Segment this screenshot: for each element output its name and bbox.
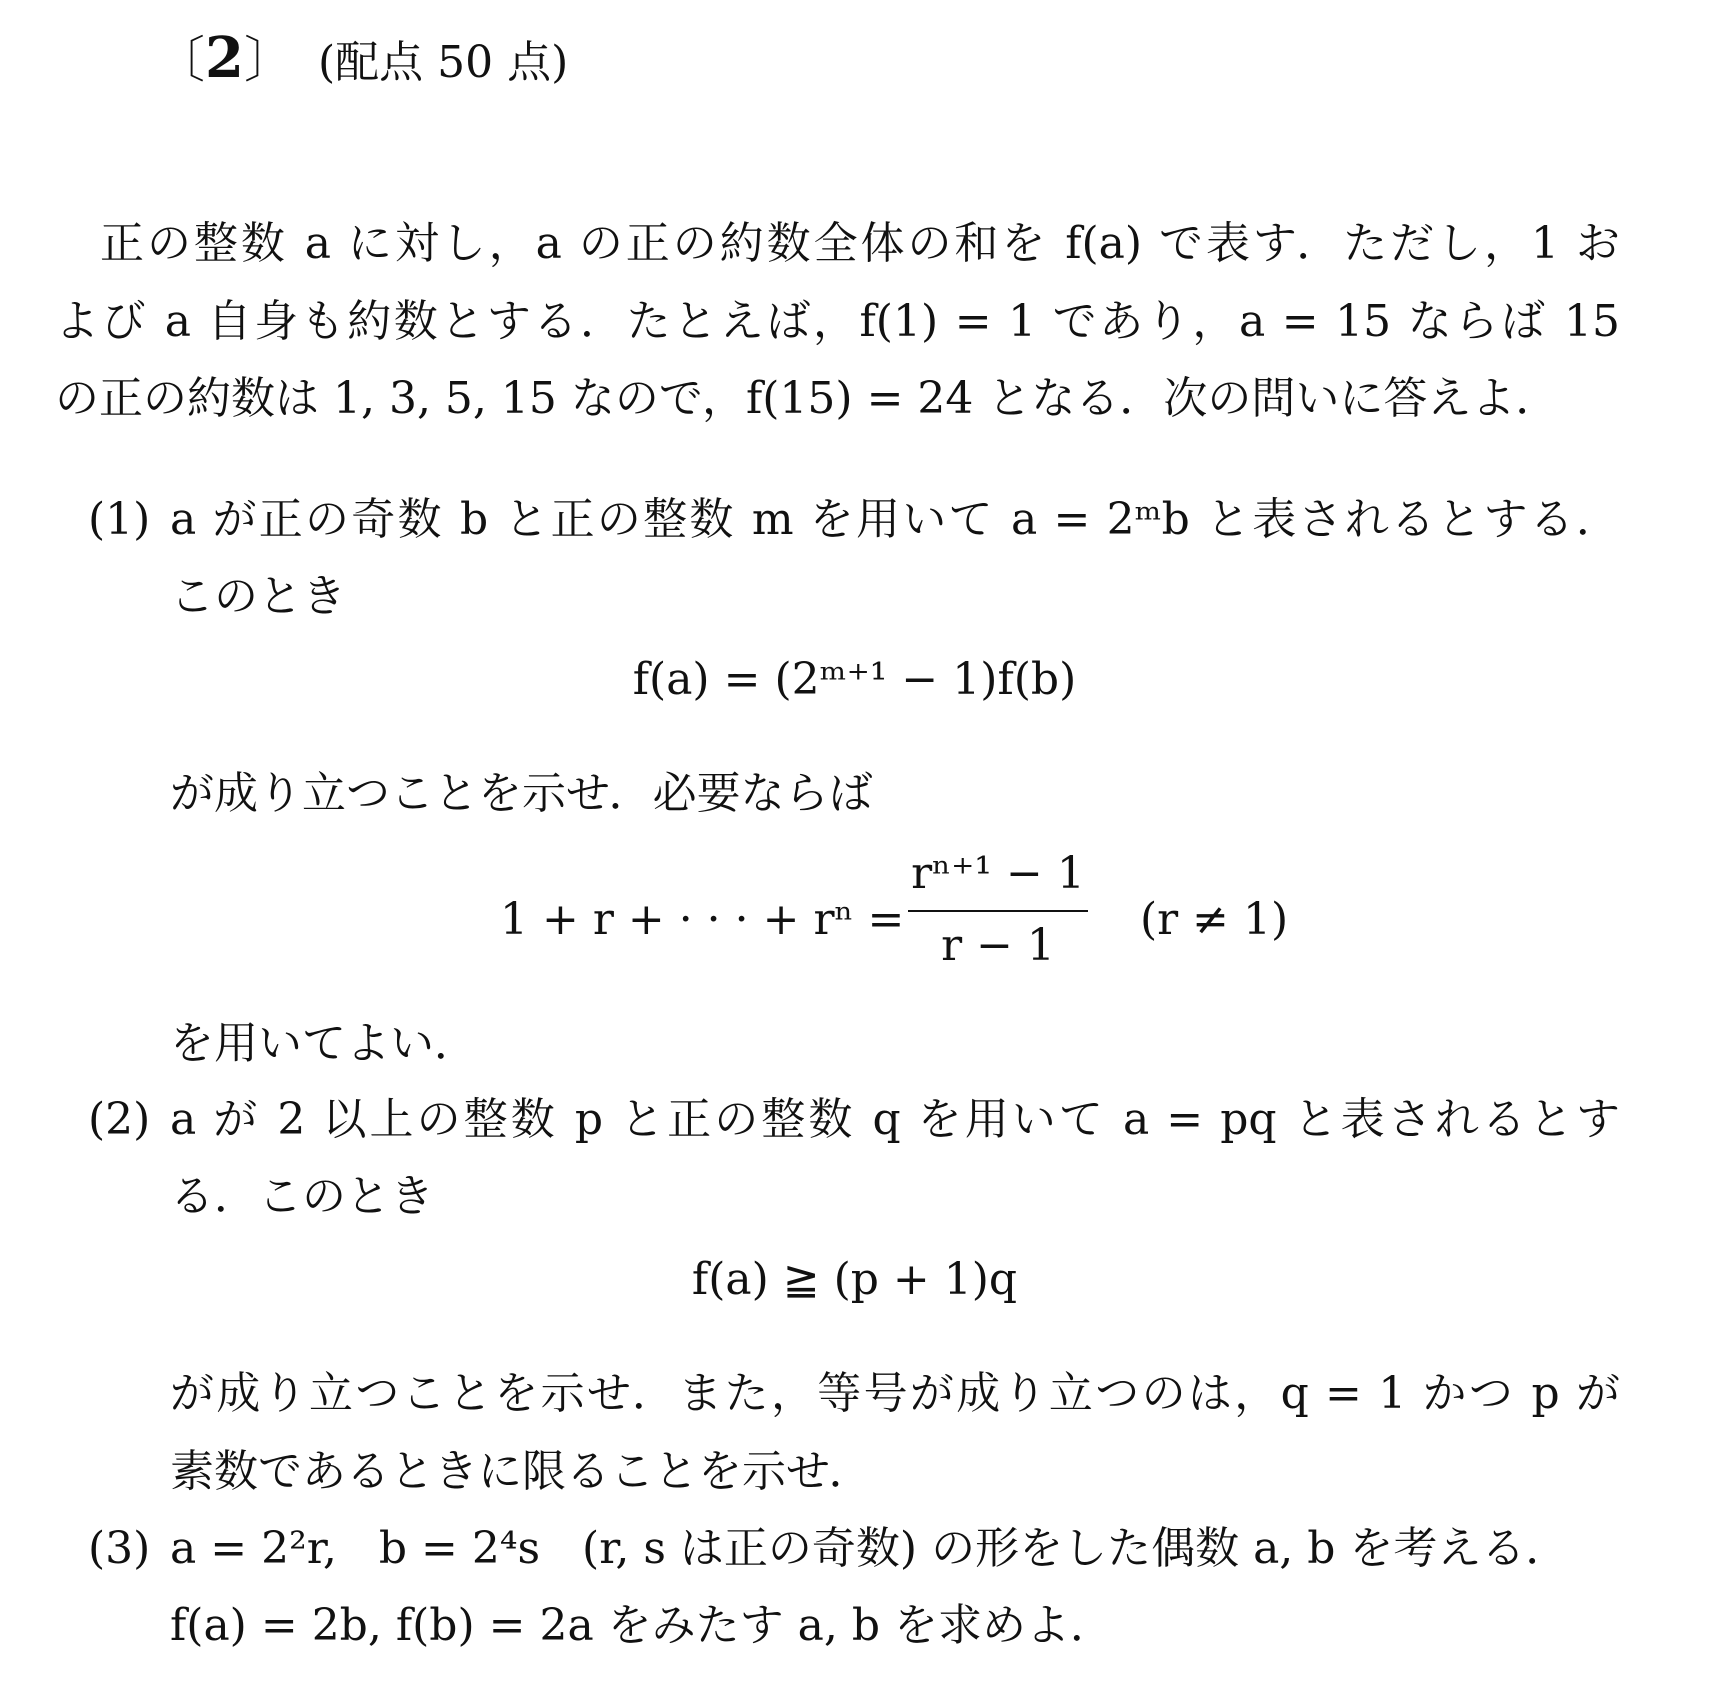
- q1-label: (1): [88, 494, 151, 545]
- q1-line-2: このとき: [170, 571, 346, 622]
- intro-line-1: 正の整数 a に対し，a の正の約数全体の和を f(a) で表す．ただし，1 お: [100, 218, 1620, 269]
- q1-line-3: が成り立つことを示せ．必要ならば: [170, 768, 873, 819]
- q1-line-4: を用いてよい．: [170, 1018, 478, 1069]
- intro-line-2: よび a 自身も約数とする．たとえば，f(1) = 1 であり，a = 15 ならば 15: [55, 296, 1620, 347]
- q2-formula: f(a) ≧ (p + 1)q: [691, 1254, 1018, 1305]
- problem-number: 2: [205, 25, 244, 91]
- q1-fraction-denominator: r − 1: [941, 920, 1055, 971]
- q2-label: (2): [88, 1094, 151, 1145]
- q1-fraction-numerator: rⁿ⁺¹ − 1: [911, 848, 1085, 899]
- q3-label: (3): [88, 1523, 151, 1574]
- q1-line-1: a が正の奇数 b と正の整数 m を用いて a = 2ᵐb と表されるとする．: [170, 494, 1620, 545]
- q2-line-1: a が 2 以上の整数 p と正の整数 q を用いて a = pq と表されるとす: [170, 1094, 1620, 1145]
- intro-line-3: の正の約数は 1, 3, 5, 15 なので，f(15) = 24 となる．次の問いに答えよ．: [55, 373, 1560, 424]
- q1-fraction-bar: [908, 910, 1088, 912]
- points-label: (配点 50 点): [317, 37, 569, 88]
- header-bracket-close: 〕: [243, 31, 294, 89]
- q1-condition: (r ≠ 1): [1140, 894, 1289, 945]
- q3-line-2: f(a) = 2b, f(b) = 2a をみたす a, b を求めよ．: [170, 1600, 1115, 1651]
- q1-fraction: [908, 848, 1088, 971]
- q1-sum-lhs: 1 + r + · · · + rⁿ =: [500, 894, 905, 945]
- q1-formula: f(a) = (2ᵐ⁺¹ − 1)f(b): [632, 654, 1077, 705]
- q2-line-4: 素数であるときに限ることを示せ．: [170, 1446, 873, 1497]
- problem-header: [155, 25, 569, 91]
- q2-line-3: が成り立つことを示せ．また，等号が成り立つのは，q = 1 かつ p が: [170, 1368, 1620, 1419]
- q3-line-1: a = 2²r, b = 2⁴s (r, s は正の奇数) の形をした偶数 a, b を考える．: [170, 1523, 1570, 1574]
- header-bracket-open: 〔: [155, 31, 205, 89]
- q2-line-2: る．このとき: [170, 1171, 434, 1222]
